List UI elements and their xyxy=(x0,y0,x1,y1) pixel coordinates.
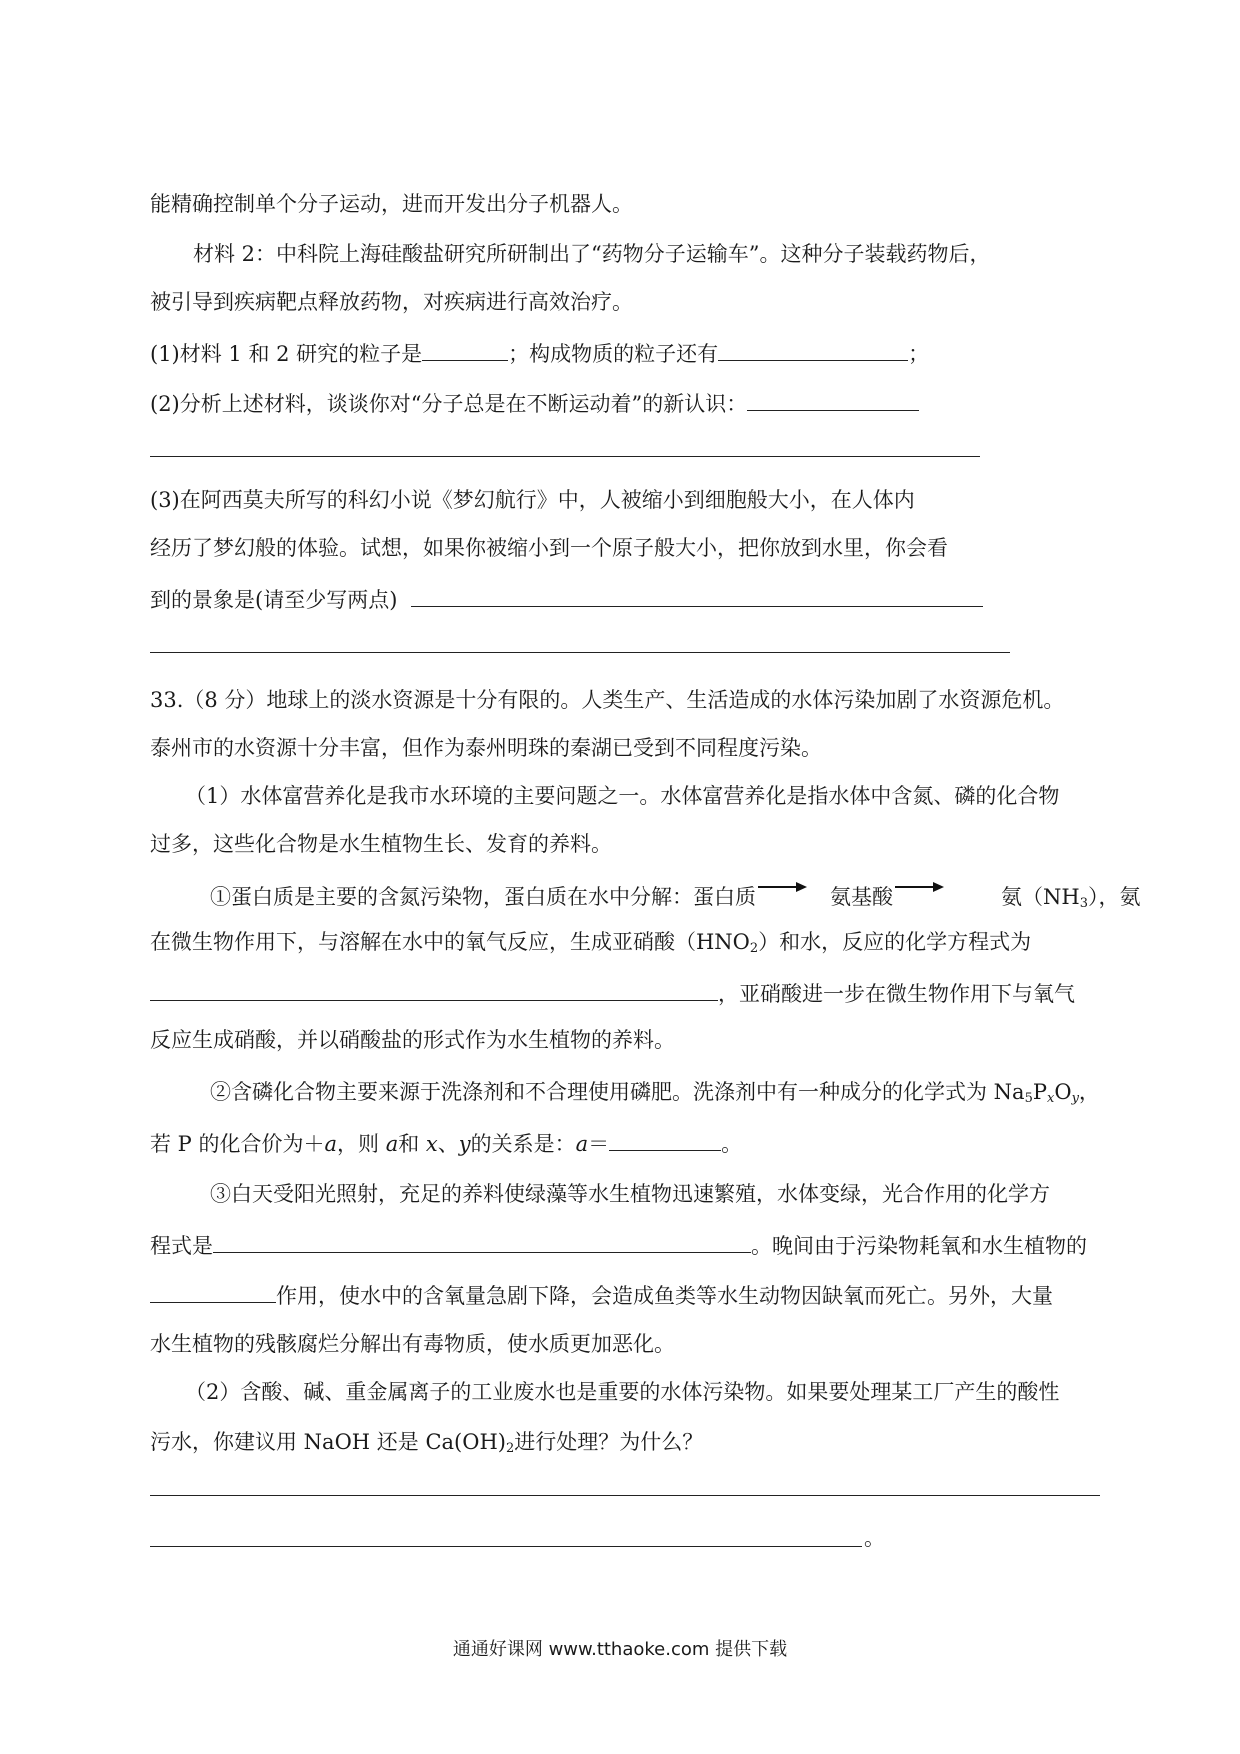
variable: a xyxy=(575,1132,589,1156)
answer-blank[interactable] xyxy=(747,388,919,411)
text-line: (3)在阿西莫夫所写的科幻小说《梦幻航行》中，人被缩小到细胞般大小，在人体内 xyxy=(150,488,915,512)
variable: y xyxy=(458,1132,471,1156)
subscript: x xyxy=(1047,1091,1055,1106)
question-3 xyxy=(150,584,983,614)
question-text: 到的景象是(请至少写两点) xyxy=(150,588,398,612)
variable: a xyxy=(385,1132,399,1156)
text-line: 经历了梦幻般的体验。试想，如果你被缩小到一个原子般大小，把你放到水里，你会看 xyxy=(150,536,948,560)
question-text: 进行处理？为什么？ xyxy=(514,1430,704,1454)
question-text: 的关系是： xyxy=(470,1132,576,1156)
question-text: 和 xyxy=(398,1132,426,1156)
answer-blank[interactable] xyxy=(422,338,508,361)
text-line: 过多，这些化合物是水生植物生长、发育的养料。 xyxy=(150,832,612,856)
answer-line[interactable] xyxy=(150,1495,1100,1496)
text-line: 水生植物的残骸腐烂分解出有毒物质，使水质更加恶化。 xyxy=(150,1332,675,1356)
page-footer: 通通好课网 www.tthaoke.com 提供下载 xyxy=(452,1639,788,1660)
text-line: （1）水体富营养化是我市水环境的主要问题之一。水体富营养化是指水体中含氮、磷的化合物 xyxy=(185,784,1060,808)
text-line: 被引导到疾病靶点释放药物，对疾病进行高效治疗。 xyxy=(150,290,633,314)
subscript: 2 xyxy=(749,941,759,956)
question-text: ， xyxy=(1078,1080,1100,1104)
question-text: 。晚间由于污染物耗氧和水生植物的 xyxy=(751,1234,1087,1258)
question-line xyxy=(150,1230,1087,1260)
question-text: ；构成物质的粒子还有 xyxy=(508,342,719,366)
text-line xyxy=(150,928,1031,963)
question-text: P xyxy=(1032,1080,1047,1104)
variable: a xyxy=(324,1132,338,1156)
question-text: 。 xyxy=(721,1132,743,1156)
text-line: 泰州市的水资源十分丰富，但作为泰州明珠的秦湖已受到不同程度污染。 xyxy=(150,736,822,760)
question-line xyxy=(150,1128,742,1158)
answer-blank[interactable] xyxy=(718,338,908,361)
question-text: ，则 xyxy=(337,1132,386,1156)
subscript: 5 xyxy=(1024,1091,1033,1106)
question-text: ＝ xyxy=(588,1132,610,1156)
question-text: ②含磷化合物主要来源于洗涤剂和不合理使用磷肥。洗涤剂中有一种成分的化学式为 Na xyxy=(210,1080,1025,1104)
question-text: (1)材料 1 和 2 研究的粒子是 xyxy=(150,342,423,366)
question-line xyxy=(150,1280,1053,1310)
answer-blank[interactable] xyxy=(150,1280,276,1303)
reaction-line xyxy=(210,880,1140,918)
question-text: 在微生物作用下，与溶解在水中的氧气反应，生成亚硝酸（HNO xyxy=(150,930,750,954)
question-text: 污水，你建议用 NaOH 还是 Ca(OH) xyxy=(150,1430,506,1454)
variable: x xyxy=(425,1132,438,1156)
arrow-icon xyxy=(893,880,945,894)
text-line: ③白天受阳光照射，充足的养料使绿藻等水生植物迅速繁殖，水体变绿，光合作用的化学方 xyxy=(210,1182,1050,1206)
text-line: 能精确控制单个分子运动，进而开发出分子机器人。 xyxy=(150,192,633,216)
question-text: ； xyxy=(908,342,930,366)
answer-blank[interactable] xyxy=(213,1230,751,1253)
text-line: 反应生成硝酸，并以硝酸盐的形式作为水生植物的养料。 xyxy=(150,1028,675,1052)
answer-blank[interactable] xyxy=(150,978,718,1001)
question-text: 作用，使水中的含氧量急剧下降，会造成鱼类等水生动物因缺氧而死亡。另外，大量 xyxy=(276,1284,1053,1308)
text-line: 材料 2：中科院上海硅酸盐研究所研制出了“药物分子运输车”。这种分子装载药物后， xyxy=(193,242,991,266)
question-text: 、 xyxy=(437,1132,459,1156)
question-text: ）和水，反应的化学方程式为 xyxy=(758,930,1032,954)
question-text: 氨（NH xyxy=(1001,885,1080,909)
question-1 xyxy=(150,338,929,368)
answer-blank[interactable] xyxy=(609,1128,721,1151)
answer-blank[interactable] xyxy=(411,584,983,607)
answer-line[interactable] xyxy=(150,1546,862,1547)
question-text: O xyxy=(1054,1080,1072,1104)
text-line: 33.（8 分）地球上的淡水资源是十分有限的。人类生产、生活造成的水体污染加剧了水资源危机。 xyxy=(150,688,1065,712)
arrow-icon xyxy=(756,880,808,894)
answer-line[interactable] xyxy=(150,456,980,457)
subscript: 2 xyxy=(505,1441,515,1456)
text-line xyxy=(210,1078,1100,1113)
question-text: ，亚硝酸进一步在微生物作用下与氧气 xyxy=(718,982,1075,1006)
question-text: ①蛋白质是主要的含氮污染物，蛋白质在水中分解：蛋白质 xyxy=(210,885,756,909)
text-line: （2）含酸、碱、重金属离子的工业废水也是重要的水体污染物。如果要处理某工厂产生的酸性 xyxy=(185,1380,1060,1404)
question-text: ），氨 xyxy=(1087,885,1141,909)
subscript: 3 xyxy=(1079,896,1088,911)
text-line: 。 xyxy=(864,1526,885,1550)
subscript: y xyxy=(1071,1091,1079,1106)
question-text: 程式是 xyxy=(150,1234,213,1258)
answer-line[interactable] xyxy=(150,652,1010,653)
question-text: (2)分析上述材料，谈谈你对“分子总是在不断运动着”的新认识： xyxy=(150,392,748,416)
question-text: 若 P 的化合价为＋ xyxy=(150,1132,325,1156)
question-text: 氨基酸 xyxy=(830,885,893,909)
question-line xyxy=(150,978,1075,1008)
text-line xyxy=(150,1428,703,1463)
question-2 xyxy=(150,388,919,418)
